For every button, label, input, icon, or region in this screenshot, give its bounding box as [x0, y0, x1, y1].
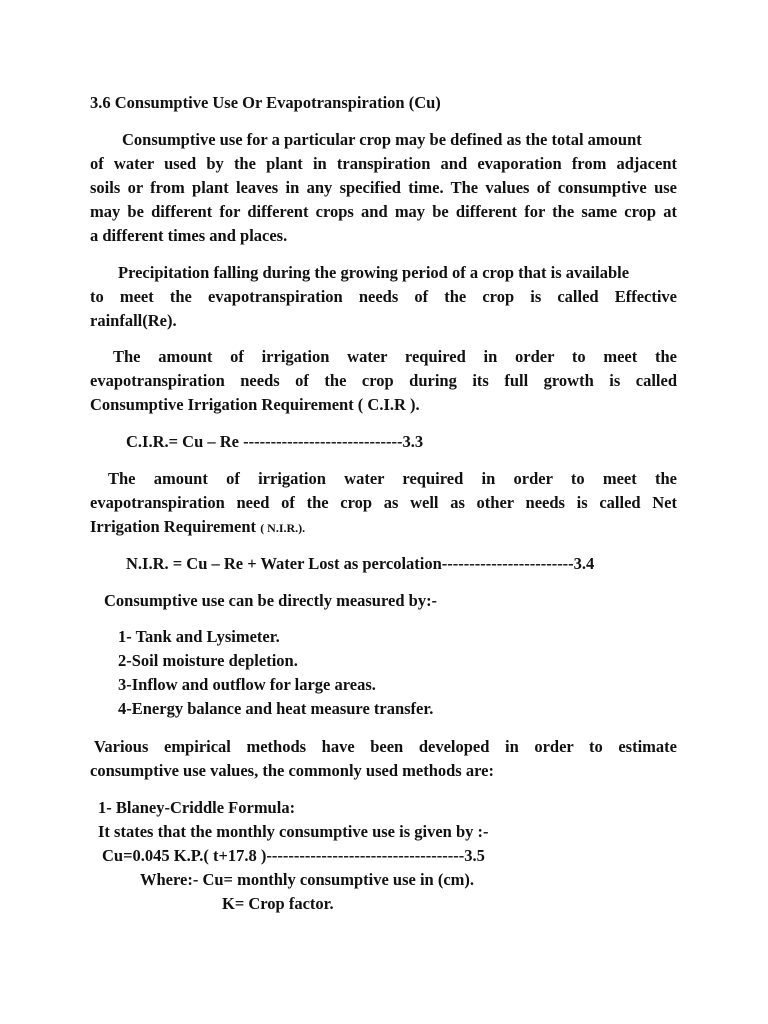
para2-line: to meet the evapotranspiration needs of the crop is called Effective — [90, 287, 677, 306]
para1-line: of water used by the plant in transpiration and evaporation from adjacent — [90, 154, 677, 173]
list-item: 3-Inflow and outflow for large areas. — [118, 675, 376, 694]
para4-line: The amount of irrigation water required in order to meet the — [108, 469, 677, 488]
para5-line: Various empirical methods have been developed in order to estimate — [94, 737, 677, 756]
para1-line: a different times and places. — [90, 226, 288, 245]
para3-line: evapotranspiration needs of the crop during its full growth is called — [90, 371, 677, 390]
blaney-heading: 1- Blaney-Criddle Formula: — [98, 798, 296, 817]
blaney-where: Where:- Cu= monthly consumptive use in (cm). — [140, 870, 475, 889]
para4-text: Irrigation Requirement — [90, 517, 257, 536]
para2-line: Precipitation falling during the growing period of a crop that is available — [118, 263, 630, 282]
blaney-formula: Cu=0.045 K.P.( t+17.8 )------------------------------------3.5 — [102, 846, 485, 865]
list-item: 2-Soil moisture depletion. — [118, 651, 298, 670]
nir-equation: N.I.R. = Cu – Re + Water Lost as percolation------------------------3.4 — [126, 554, 595, 573]
para5-line: consumptive use values, the commonly used methods are: — [90, 761, 494, 780]
blaney-statement: It states that the monthly consumptive use is given by :- — [98, 822, 489, 841]
para1-line: Consumptive use for a particular crop may be defined as the total amount — [122, 130, 642, 149]
measured-heading: Consumptive use can be directly measured by:- — [104, 591, 438, 610]
cir-equation: C.I.R.= Cu – Re -----------------------------3.3 — [126, 432, 424, 451]
para1-line: may be different for different crops and may be different for the same crop at — [90, 202, 677, 221]
para2-line: rainfall(Re). — [90, 311, 177, 330]
para1-line: soils or from plant leaves in any specified time. The values of consumptive use — [90, 178, 677, 197]
blaney-k: K= Crop factor. — [222, 894, 334, 913]
list-item: 1- Tank and Lysimeter. — [118, 627, 280, 646]
para4-line: evapotranspiration need of the crop as well as other needs is called Net — [90, 493, 677, 512]
para3-line: Consumptive Irrigation Requirement ( C.I.R ). — [90, 395, 420, 414]
list-item: 4-Energy balance and heat measure transfer. — [118, 699, 434, 718]
para4-line — [90, 515, 305, 540]
para3-line: The amount of irrigation water required in order to meet the — [113, 347, 677, 366]
nir-abbrev: ( N.I.R.). — [260, 521, 306, 535]
section-title: 3.6 Consumptive Use Or Evapotranspiration (Cu) — [90, 93, 441, 112]
